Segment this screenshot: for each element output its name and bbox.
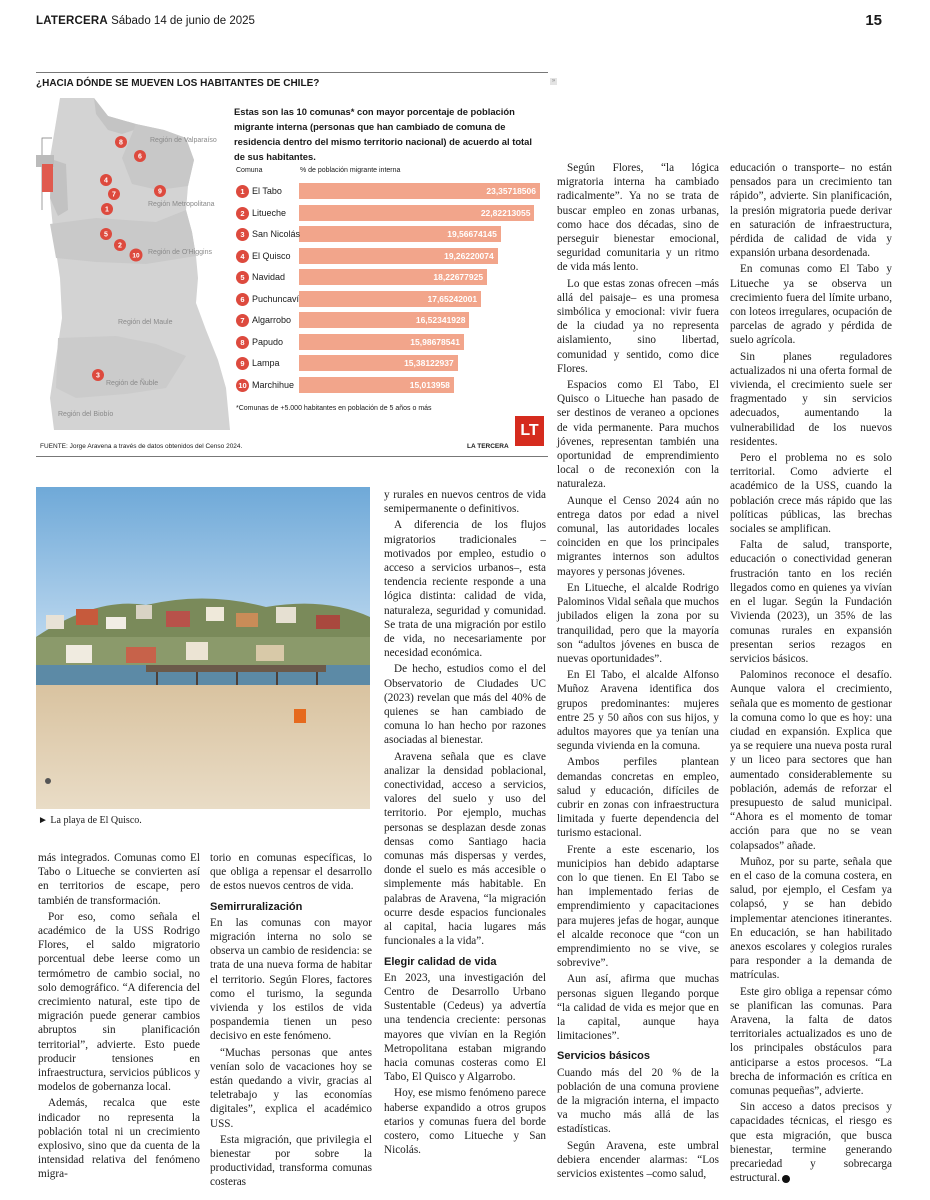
newspaper-brand: LATERCERA <box>36 15 108 27</box>
map-marker-2 <box>114 239 126 251</box>
bar-row <box>236 377 540 393</box>
article-column-1 <box>38 851 200 1184</box>
map-marker-10 <box>130 249 143 262</box>
subheading: Semirruralización <box>210 900 303 913</box>
svg-text:1: 1 <box>105 206 109 214</box>
bar-row <box>236 183 540 199</box>
map-label-ohiggins: Región de O'Higgins <box>148 249 212 256</box>
paragraph: y rurales en nuevos centros de vida semipermanente o definitivos. <box>384 489 546 516</box>
rank-badge: 3 <box>236 228 249 241</box>
comuna-label: Puchuncaví <box>252 293 300 304</box>
comuna-label: Litueche <box>252 207 287 218</box>
svg-text:8: 8 <box>119 139 123 147</box>
paragraph: En Litueche, el alcalde Rodrigo Palominos Vidal señala que muchos jubilados eligen la zona por su tranquilidad, pero que la mayoría son “adultos jóvenes en busca de nuevas oportunidades”. <box>557 581 719 665</box>
closing-paragraph-text: Sin acceso a datos precisos y capacidades técnicas, el riesgo es que esta migración, que busca bienestar, termine generando precariedad y sobrecarga estructural. <box>730 1101 892 1185</box>
comuna-label: Papudo <box>252 336 284 347</box>
bar-row <box>236 226 540 242</box>
paragraph: Hoy, ese mismo fenómeno parece haberse expandido a otros grupos etarios y comunas fuera del borde costero, como Litueche y San Nicolás. <box>384 1087 546 1157</box>
svg-text:9: 9 <box>158 188 162 196</box>
paragraph: Sin planes reguladores actualizados ni una oferta formal de vivienda, el crecimiento suele ser fragmentado y sin servicios adecuados, aumentando la vulnerabilidad de los nuevos residentes. <box>730 350 892 448</box>
comuna-label: Lampa <box>252 358 280 368</box>
bar-row <box>236 205 540 221</box>
map-region-metropolitana <box>122 124 194 190</box>
subheading: Elegir calidad de vida <box>384 955 497 968</box>
map-label-biobio: Región del Biobío <box>58 411 114 418</box>
map-marker-5 <box>100 228 112 240</box>
rank-badge: 4 <box>236 250 249 263</box>
bar-row <box>236 334 540 350</box>
svg-text:2: 2 <box>118 242 122 250</box>
paragraph: Esta migración, que privilegia el bienestar por sobre la productividad, transforma comunas costeras <box>210 1133 372 1189</box>
paragraph: En 2023, una investigación del Centro de Desarrollo Urbano Sustentable (Cedeus) ya advertía una tendencia creciente: personas mayores que vivían en la Región Metropolitana estaban migrando hacia comunas costeras como El Tabo, El Quisco y Algarrobo. <box>384 971 546 1084</box>
map-inset-highlight <box>42 164 53 192</box>
corner-mark-icon: » <box>551 78 556 84</box>
paragraph: De hecho, estudios como el del Observatorio de Ciudades UC (2023) revelan que más del 40% de quienes se han cambiado de comuna lo han hecho por razones asociadas al bienestar. <box>384 663 546 747</box>
paragraph: Falta de salud, transporte, educación o conectividad generan frustración tanto en los recién llegados como en quienes ya vivían en el lugar. Según la Fundación Vivienda (2023), un 35% de las comunas rurales en expansión presentan serios rezagos en servicios básicos. <box>730 539 892 665</box>
caption-text: La playa de El Quisco. <box>50 815 142 826</box>
svg-text:7: 7 <box>112 191 116 199</box>
bar-row <box>236 291 540 307</box>
svg-text:5: 5 <box>104 231 108 239</box>
photo-caption <box>38 815 142 826</box>
rank-badge: 2 <box>236 207 249 220</box>
bar-value-label: 22,82213055 <box>480 207 531 218</box>
paragraph: En comunas como El Tabo y Litueche ya se observa un crecimiento fuera del límite urbano, con loteos irregulares, ocupación de parcelas de agrado y pérdida de suelo agrícola. <box>730 263 892 347</box>
la-tercera-logo: LT <box>515 416 544 446</box>
svg-text:6: 6 <box>138 153 142 161</box>
svg-text:4: 4 <box>104 177 108 185</box>
bar-value-label: 19,26220074 <box>444 250 494 261</box>
rank-badge: 7 <box>236 314 249 327</box>
infographic-title: ¿HACIA DÓNDE SE MUEVEN LOS HABITANTES DE CHILE? <box>36 72 548 89</box>
article-column-5 <box>730 161 892 1187</box>
paragraph: Palominos reconoce el desafío. Aunque valora el crecimiento, señala que es momento de gestionar la comuna como lo que es hoy: una ciudad en expansión. Explica que ya se requiere una nueva posta rural y un liceo para sectores que han aumentado considerablemente su población, además de reforzar el presupuesto de salud municipal. “Ahora es el momento de tomar acción para que no se vean colapsados” añade. <box>730 669 892 852</box>
paragraph: Por eso, como señala el académico de la USS Rodrigo Flores, el saldo migratorio porcentual debe leerse como un termómetro de cambio social, no solo demográfico. “A diferencia del crecimiento natural, este tipo de migración puede generar cambios abruptos sin planificación territorial”, advierte. Esto puede producir tensiones en infraestructura, servicios públicos y modelos de gobernanza local. <box>38 910 200 1094</box>
comuna-label: Algarrobo <box>252 315 292 325</box>
map-label-nuble: Región de Ñuble <box>106 380 159 387</box>
rank-badge: 6 <box>236 293 249 306</box>
map-label-maule: Región del Maule <box>118 319 173 326</box>
paragraph: Espacios como El Tabo, El Quisco o Litueche han pasado de ser destinos de veraneo a opciones de vida permanente. Para muchos jóvenes, representan también una oportunidad de emprendimiento local o de reconexión con la naturaleza. <box>557 379 719 491</box>
infographic-brand: LA TERCERA <box>467 443 509 450</box>
comuna-label: Marchihue <box>252 379 295 390</box>
bar-value-label: 15,013958 <box>409 379 450 390</box>
column-header-comuna: Comuna <box>236 167 263 174</box>
infographic-divider <box>36 456 548 457</box>
paragraph: más integrados. Comunas como El Tabo o Litueche se convierten así en territorios de escape, pero también de transformación. <box>38 852 200 907</box>
map-marker-7 <box>108 188 120 200</box>
page-number: 15 <box>865 12 882 29</box>
subheading: Servicios básicos <box>557 1050 650 1063</box>
map-marker-1 <box>101 203 113 215</box>
paragraph: Lo que estas zonas ofrecen –más allá del paisaje– es una promesa simbólica y emocional: vivir fuera de la ciudad ya no representa aislamiento, sino libertad, comunidad y sentido, como dice Flores. <box>557 277 719 375</box>
map-marker-3 <box>92 369 104 381</box>
rank-badge: 10 <box>236 379 249 392</box>
rank-badge: 1 <box>236 185 249 198</box>
bar-row <box>236 312 540 328</box>
paragraph: Pero el problema no es solo territorial. Como advierte el académico de la USS, cuando la población crece más rápido que las políticas públicas, las brechas sociales se amplifican. <box>730 452 892 536</box>
comuna-label: Navidad <box>252 272 286 282</box>
svg-text:10: 10 <box>132 252 140 260</box>
map-label-valparaiso: Región de Valparaíso <box>150 137 217 144</box>
article-column-2 <box>210 851 372 1192</box>
paragraph: Muñoz, por su parte, señala que en el caso de la comuna costera, en salud, por ejemplo, el Cesfam ya colapsó, y se han debido implementar atenciones itinerantes. En educación, se han habilitado anexos escolares y colegios rurales para responder a la demanda de matrículas. <box>730 855 892 982</box>
column-header-percent: % de población migrante interna <box>300 167 401 174</box>
page-header <box>36 15 255 27</box>
bar-value-label: 16,52341928 <box>415 315 466 325</box>
comuna-label: El Tabo <box>252 186 282 196</box>
paragraph: En las comunas con mayor migración interna no solo se observa un cambio de residencia: se trata de una nueva forma de habitar el territorio. Según Flores, factores como el turismo, la segunda vivienda y los estilos de vida pospandemia tienen un peso decisivo en este fenómeno. <box>210 916 372 1043</box>
bar-value-label: 15,38122937 <box>404 358 454 368</box>
paragraph: Según Aravena, este umbral debiera encender alarmas: “Los servicios existentes –como salud, <box>557 1139 719 1181</box>
map-label-metropolitana: Región Metropolitana <box>148 201 215 208</box>
paragraph <box>730 1100 892 1185</box>
article-column-4 <box>557 161 719 1183</box>
article-column-3 <box>384 488 546 1159</box>
infographic-source: FUENTE: Jorge Aravena a través de datos obtenidos del Censo 2024. <box>40 443 243 450</box>
bar-row <box>236 248 540 264</box>
bar-row <box>236 355 540 371</box>
bar-row <box>236 269 540 285</box>
infographic-lead: Estas son las 10 comunas* con mayor porcentaje de población migrante interna (personas que han cambiado de comuna de residencia dentro del mismo territorio nacional) de acuerdo al total de sus habitantes. <box>234 106 532 162</box>
map-marker-4 <box>100 174 112 186</box>
paragraph: Ambos perfiles plantean demandas concretas en empleo, salud y educación, difíciles de cubrir en zonas con infraestructura limitada y fuerte dependencia del turismo estacional. <box>557 756 719 840</box>
beach-photo <box>36 487 370 809</box>
paragraph: educación o transporte– no están pensados para un crecimiento tan rápido”, advierte. Sin planificación, la presión migratoria puede derivar en saturación de infraestructura, pérdida de calidad de vida y expansión urbana desordenada. <box>730 162 892 260</box>
paragraph: “Muchas personas que antes venían solo de vacaciones hoy se están quedando a vivir, gracias al teletrabajo y las economías digitales”, explica el académico USS. <box>210 1046 372 1130</box>
comuna-label: San Nicolás <box>252 229 301 239</box>
infographic-footnote: *Comunas de +5.000 habitantes en población de 5 años o más <box>236 405 432 412</box>
paragraph: Cuando más del 20 % de la población de una comuna proviene de la migración interna, el impacto va mucho más allá de las estadísticas. <box>557 1066 719 1136</box>
paragraph: Frente a este escenario, los municipios han debido adaptarse con lo que tienen. En El Tabo se han implementado ferias de emprendimiento y capacitaciones para mujeres jefas de hogar, aunque el alcalde reconoce que “con un emprendimiento no se vive, se sobrevive”. <box>557 843 719 970</box>
rank-badge: 8 <box>236 336 249 349</box>
bar-value-label: 18,22677925 <box>433 272 484 282</box>
bar-value-label: 17,65242001 <box>427 293 478 304</box>
bar-value-label: 19,56674145 <box>447 229 497 239</box>
bar-value-label: 23,35718506 <box>486 186 536 196</box>
paragraph: Aunque el Censo 2024 aún no entrega datos por edad a nivel comunal, las autoridades locales coinciden en que los principales migrantes internos son adultos mayores y personas jóvenes. <box>557 494 719 578</box>
map-marker-8 <box>115 136 127 148</box>
paragraph: Aun así, afirma que muchas personas siguen llegando porque “la calidad de vida es mejor que en la capital, aunque haya limitaciones”. <box>557 973 719 1043</box>
paragraph: A diferencia de los flujos migratorios tradicionales –motivados por empleo, estudio o acceso a servicios urbanos–, esta tendencia reciente responde a una lógica distinta: calidad de vida, naturaleza, seguridad y comunidad. Se trata de una migración por estilo de vida, no necesariamente por necesidad económica. <box>384 519 546 660</box>
paragraph: Aravena señala que es clave analizar la densidad poblacional, conectividad, acceso a servicios, valores del suelo y uso del territorio. Por ejemplo, muchas personas se desplazan desde zonas densas como Santiago hacia comunas más dispersas y verdes, donde el suelo es más accesible o simplemente más habitable. En palabras de Aravena, “la migración ocurre desde espacios funcionales al capital, hacia lugares más funcionales a la vida”. <box>384 750 546 948</box>
issue-date: Sábado 14 de junio de 2025 <box>111 15 255 27</box>
paragraph: Según Flores, “la lógica migratoria interna ha cambiado radicalmente”. Ya no se trata de buscar empleo en zonas urbanas, como hace dos décadas, sino de perseguir bienestar emocional, seguridad comunitaria y un ritmo de vida más lento. <box>557 162 719 274</box>
paragraph: torio en comunas específicas, lo que obliga a repensar el desarrollo de estos nuevos centros de vida. <box>210 852 372 893</box>
bar-value-label: 15,98678541 <box>410 336 460 347</box>
end-of-article-icon <box>782 1175 790 1183</box>
map-marker-6 <box>134 150 146 162</box>
map-marker-9 <box>154 185 166 197</box>
paragraph: Además, recalca que este indicador no representa la población total ni un crecimiento explosivo, sino que da cuenta de la intensidad relativa del fenómeno migra- <box>38 1097 200 1181</box>
paragraph: Este giro obliga a repensar cómo se planifican las comunas. Para Aravena, la falta de datos territoriales actualizados es uno de los principales obstáculos para anticiparse a estos procesos. “La brecha de información es crítica en comunas pequeñas”, advierte. <box>730 985 892 1097</box>
chile-regions-map <box>36 98 231 430</box>
rank-badge: 9 <box>236 357 249 370</box>
caption-arrow-icon: ► <box>38 815 48 826</box>
rank-badge: 5 <box>236 271 249 284</box>
paragraph: En El Tabo, el alcalde Alfonso Muñoz Aravena identifica dos grupos predominantes: mujeres entre 25 y 50 años con sus hijos, y adultos mayores que ya tenían una segunda vivienda en la comuna. <box>557 669 719 753</box>
comuna-label: El Quisco <box>252 250 291 261</box>
svg-text:3: 3 <box>96 372 100 380</box>
